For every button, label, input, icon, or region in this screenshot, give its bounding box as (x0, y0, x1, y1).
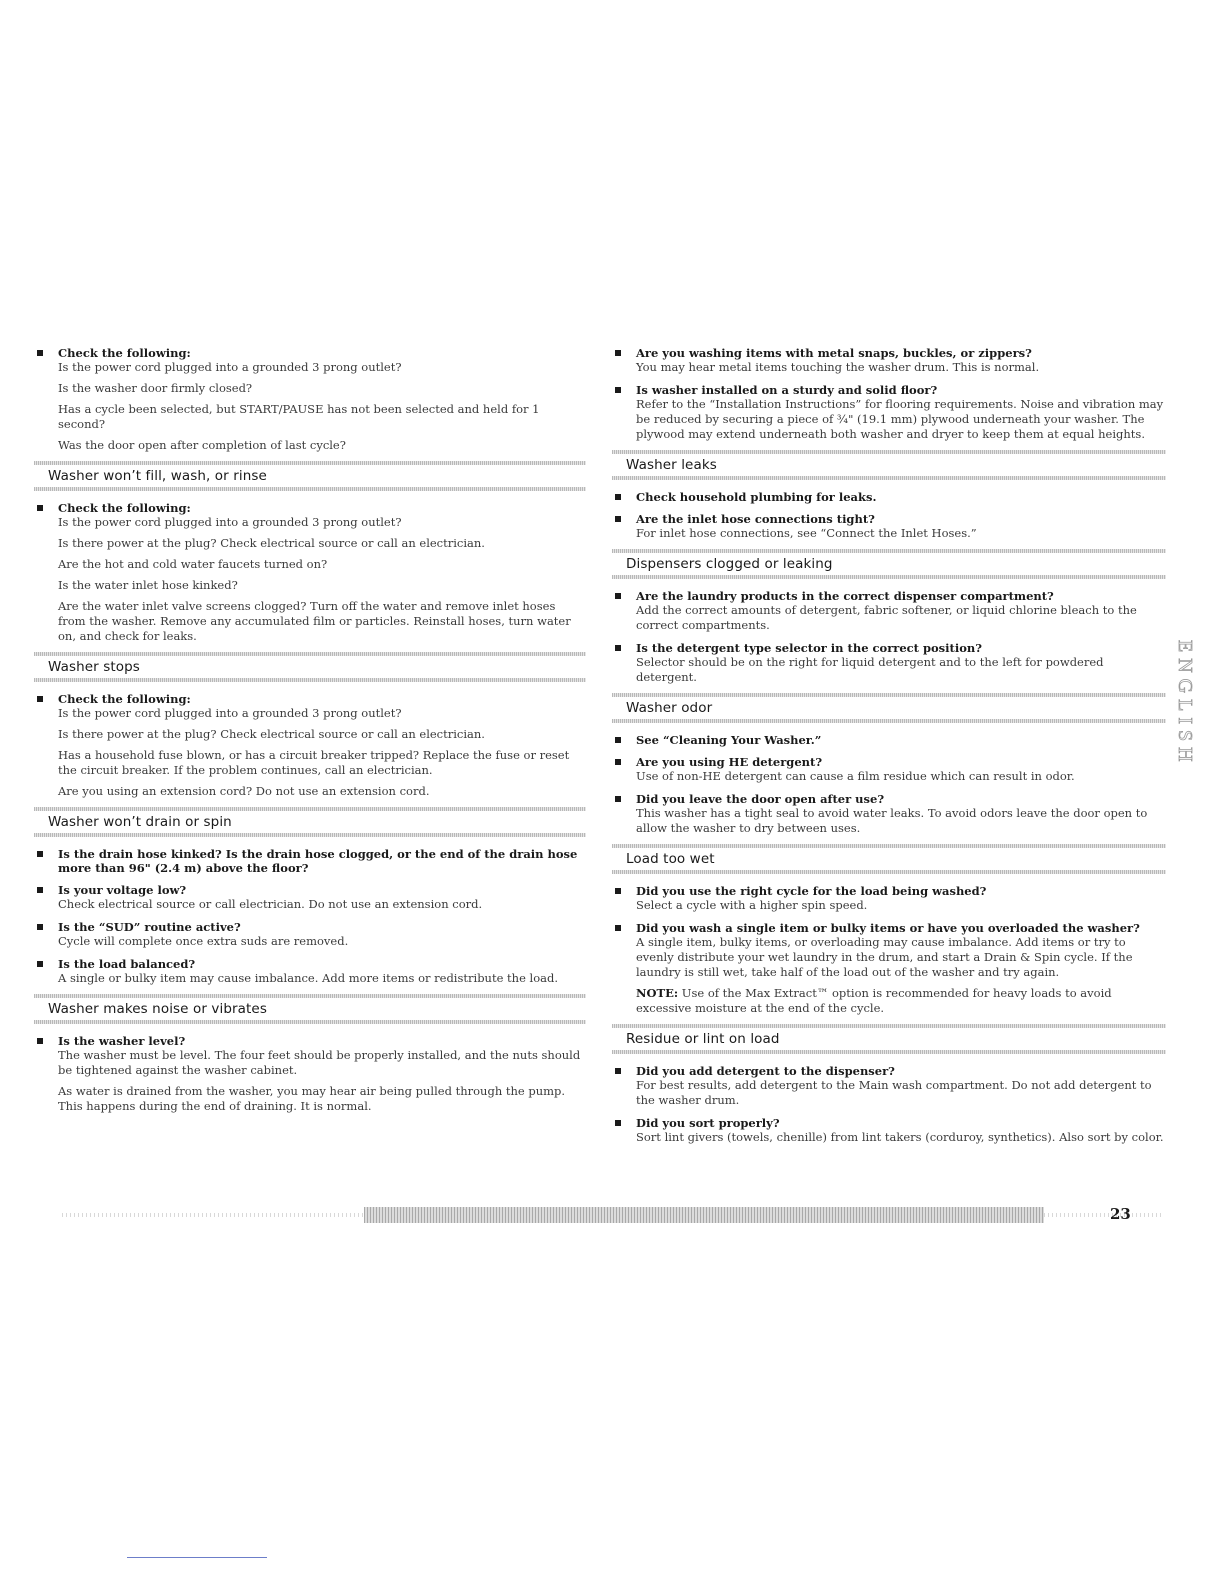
list-item (612, 1064, 1166, 1108)
item-question: Are you using HE detergent? (636, 755, 823, 769)
bullet-icon (37, 505, 43, 511)
item-text: A single or bulky item may cause imbalance. Add more items or redistribute the load. (58, 971, 559, 985)
section-title: Load too wet (626, 851, 715, 867)
bullet-icon (615, 737, 621, 743)
section-load-too-wet (612, 844, 1166, 1016)
section-title: Washer won’t fill, wash, or rinse (48, 468, 267, 484)
item-text: Was the door open after completion of last cycle? (58, 438, 346, 452)
list-item (612, 733, 1166, 747)
item-question: Did you sort properly? (636, 1116, 780, 1130)
bullet-icon (615, 350, 621, 356)
check-item (34, 692, 586, 799)
footer-divider-left (62, 1213, 364, 1217)
bullet-icon (615, 759, 621, 765)
bullet-icon (615, 593, 621, 599)
section-title: Washer makes noise or vibrates (48, 1001, 267, 1017)
item-question: Check the following: (58, 346, 191, 360)
item-question: Is washer installed on a sturdy and solid floor? (636, 383, 938, 397)
item-question: Is the detergent type selector in the correct position? (636, 641, 982, 655)
item-text: For inlet hose connections, see “Connect the Inlet Hoses.” (636, 526, 977, 540)
bullet-icon (615, 516, 621, 522)
bullet-icon (615, 494, 621, 500)
list-item (612, 755, 1166, 784)
section-washer-odor (612, 693, 1166, 836)
item-text: Is the power cord plugged into a grounded 3 prong outlet? (58, 515, 402, 529)
item-text: Is the water inlet hose kinked? (58, 578, 238, 592)
bullet-icon (37, 851, 43, 857)
section-washer-stops (34, 652, 586, 799)
list-item (612, 641, 1166, 685)
list-item (612, 792, 1166, 836)
item-question: Is the “SUD” routine active? (58, 920, 241, 934)
note-body: Use of the Max Extract™ option is recommended for heavy loads to avoid excessive moisture at the end of the cycle. (636, 986, 1112, 1015)
section-residue-lint (612, 1024, 1166, 1145)
item-question: See “Cleaning Your Washer.” (636, 733, 822, 747)
section-title: Washer stops (48, 659, 140, 675)
item-question: Check the following: (58, 501, 191, 515)
item-text: A single item, bulky items, or overloading may cause imbalance. Add items or try to evenly distribute your wet laundry in the drum, and start a Drain & Spin cycle. If the laundry is still wet, take half of the load out of the washer and try again. (636, 935, 1133, 979)
language-label: ENGLISH (1174, 640, 1196, 768)
item-text: Use of non-HE detergent can cause a film residue which can result in odor. (636, 769, 1075, 783)
item-text: Add the correct amounts of detergent, fabric softener, or liquid chlorine bleach to the correct compartments. (636, 603, 1137, 632)
bullet-icon (37, 961, 43, 967)
list-item (34, 957, 586, 986)
section-wont-drain (34, 807, 586, 986)
bullet-icon (37, 924, 43, 930)
bullet-icon (37, 1038, 43, 1044)
section-header (34, 461, 586, 491)
item-text: Selector should be on the right for liquid detergent and to the left for powdered detergent. (636, 655, 1104, 684)
item-text: Select a cycle with a higher spin speed. (636, 898, 868, 912)
item-text: Are the hot and cold water faucets turned on? (58, 557, 328, 571)
item-text: Has a cycle been selected, but START/PAUSE has not been selected and held for 1 second? (58, 402, 540, 431)
section-header (612, 693, 1166, 723)
item-text: Sort lint givers (towels, chenille) from lint takers (corduroy, synthetics). Also sort by color. (636, 1130, 1164, 1144)
bullet-icon (615, 387, 621, 393)
section-header (612, 450, 1166, 480)
section-dispensers (612, 549, 1166, 685)
item-question: Is the load balanced? (58, 957, 196, 971)
bullet-icon (37, 887, 43, 893)
section-header (612, 1024, 1166, 1054)
item-text: Cycle will complete once extra suds are removed. (58, 934, 349, 948)
bullet-icon (615, 645, 621, 651)
item-question: Check household plumbing for leaks. (636, 490, 877, 504)
bullet-icon (615, 1120, 621, 1126)
item-question: Did you leave the door open after use? (636, 792, 885, 806)
left-column (34, 346, 586, 1122)
item-question: Check the following: (58, 692, 191, 706)
item-text: Are the water inlet valve screens clogged? Turn off the water and remove inlet hoses from the washer. Remove any accumulated film or particles. Reinstall hoses, turn water on, and check for leaks. (58, 599, 571, 643)
item-text: Is the washer door firmly closed? (58, 381, 253, 395)
section-noise-vibrates (34, 994, 586, 1114)
bullet-icon (615, 1068, 621, 1074)
bullet-icon (615, 925, 621, 931)
section-header (34, 807, 586, 837)
bullet-icon (615, 796, 621, 802)
item-question: Did you add detergent to the dispenser? (636, 1064, 895, 1078)
list-item (612, 490, 1166, 504)
bottom-rule (127, 1557, 267, 1558)
section-header (612, 549, 1166, 579)
section-title: Washer won’t drain or spin (48, 814, 232, 830)
item-question: Did you wash a single item or bulky items or have you overloaded the washer? (636, 921, 1140, 935)
check-item (34, 346, 586, 453)
item-text: For best results, add detergent to the Main wash compartment. Do not add detergent to the washer drum. (636, 1078, 1152, 1107)
list-item (34, 920, 586, 949)
bullet-icon (615, 888, 621, 894)
list-item (612, 383, 1166, 442)
note-text (636, 986, 1166, 1016)
item-text: The washer must be level. The four feet should be properly installed, and the nuts should be tightened against the washer cabinet. (58, 1048, 581, 1077)
check-item (34, 501, 586, 644)
item-text: This washer has a tight seal to avoid water leaks. To avoid odors leave the door open to allow the washer to dry between uses. (636, 806, 1148, 835)
item-text: As water is drained from the washer, you may hear air being pulled through the pump. This happens during the end of draining. It is normal. (58, 1084, 566, 1113)
section-title: Residue or lint on load (626, 1031, 780, 1047)
item-question: Is your voltage low? (58, 883, 187, 897)
item-text: You may hear metal items touching the washer drum. This is normal. (636, 360, 1040, 374)
item-text: Check electrical source or call electrician. Do not use an extension cord. (58, 897, 483, 911)
item-text: Are you using an extension cord? Do not use an extension cord. (58, 784, 430, 798)
note-label: NOTE: (636, 986, 679, 1000)
item-text: Refer to the “Installation Instructions” for flooring requirements. Noise and vibration may be reduced by securing a piece of ¾" (19.1 mm) plywood underneath your washer. The plywood may extend underneath both washer and dryer to keep them at equal heights. (636, 397, 1164, 441)
item-question: Are the inlet hose connections tight? (636, 512, 875, 526)
list-item (34, 847, 586, 875)
list-item (34, 883, 586, 912)
list-item (612, 884, 1166, 913)
item-question: Is the drain hose kinked? Is the drain hose clogged, or the end of the drain hose more than 96" (2.4 m) above the floor? (58, 847, 578, 875)
footer-band (364, 1207, 1044, 1223)
section-washer-leaks (612, 450, 1166, 541)
list-item (612, 1116, 1166, 1145)
item-question: Did you use the right cycle for the load being washed? (636, 884, 987, 898)
list-item (612, 921, 1166, 1016)
section-header (612, 844, 1166, 874)
section-header (34, 994, 586, 1024)
section-washer-wont-fill (34, 461, 586, 644)
item-question: Are the laundry products in the correct dispenser compartment? (636, 589, 1054, 603)
list-item (612, 512, 1166, 541)
section-title: Washer leaks (626, 457, 717, 473)
language-side-tab (1166, 640, 1196, 770)
section-header (34, 652, 586, 682)
footer-divider-right (1044, 1213, 1162, 1217)
item-text: Has a household fuse blown, or has a circuit breaker tripped? Replace the fuse or reset the circuit breaker. If the problem continues, call an electrician. (58, 748, 570, 777)
item-question: Are you washing items with metal snaps, buckles, or zippers? (636, 346, 1032, 360)
list-item (612, 346, 1166, 375)
right-column (612, 346, 1166, 1153)
item-text: Is there power at the plug? Check electrical source or call an electrician. (58, 727, 485, 741)
item-question: Is the washer level? (58, 1034, 186, 1048)
item-text: Is the power cord plugged into a grounded 3 prong outlet? (58, 360, 402, 374)
item-text: Is there power at the plug? Check electrical source or call an electrician. (58, 536, 485, 550)
list-item (34, 1034, 586, 1114)
section-title: Washer odor (626, 700, 713, 716)
bullet-icon (37, 350, 43, 356)
list-item (612, 589, 1166, 633)
item-text: Is the power cord plugged into a grounded 3 prong outlet? (58, 706, 402, 720)
section-title: Dispensers clogged or leaking (626, 556, 833, 572)
page-number: 23 (1110, 1205, 1131, 1223)
footer-bar (62, 1207, 1162, 1223)
bullet-icon (37, 696, 43, 702)
